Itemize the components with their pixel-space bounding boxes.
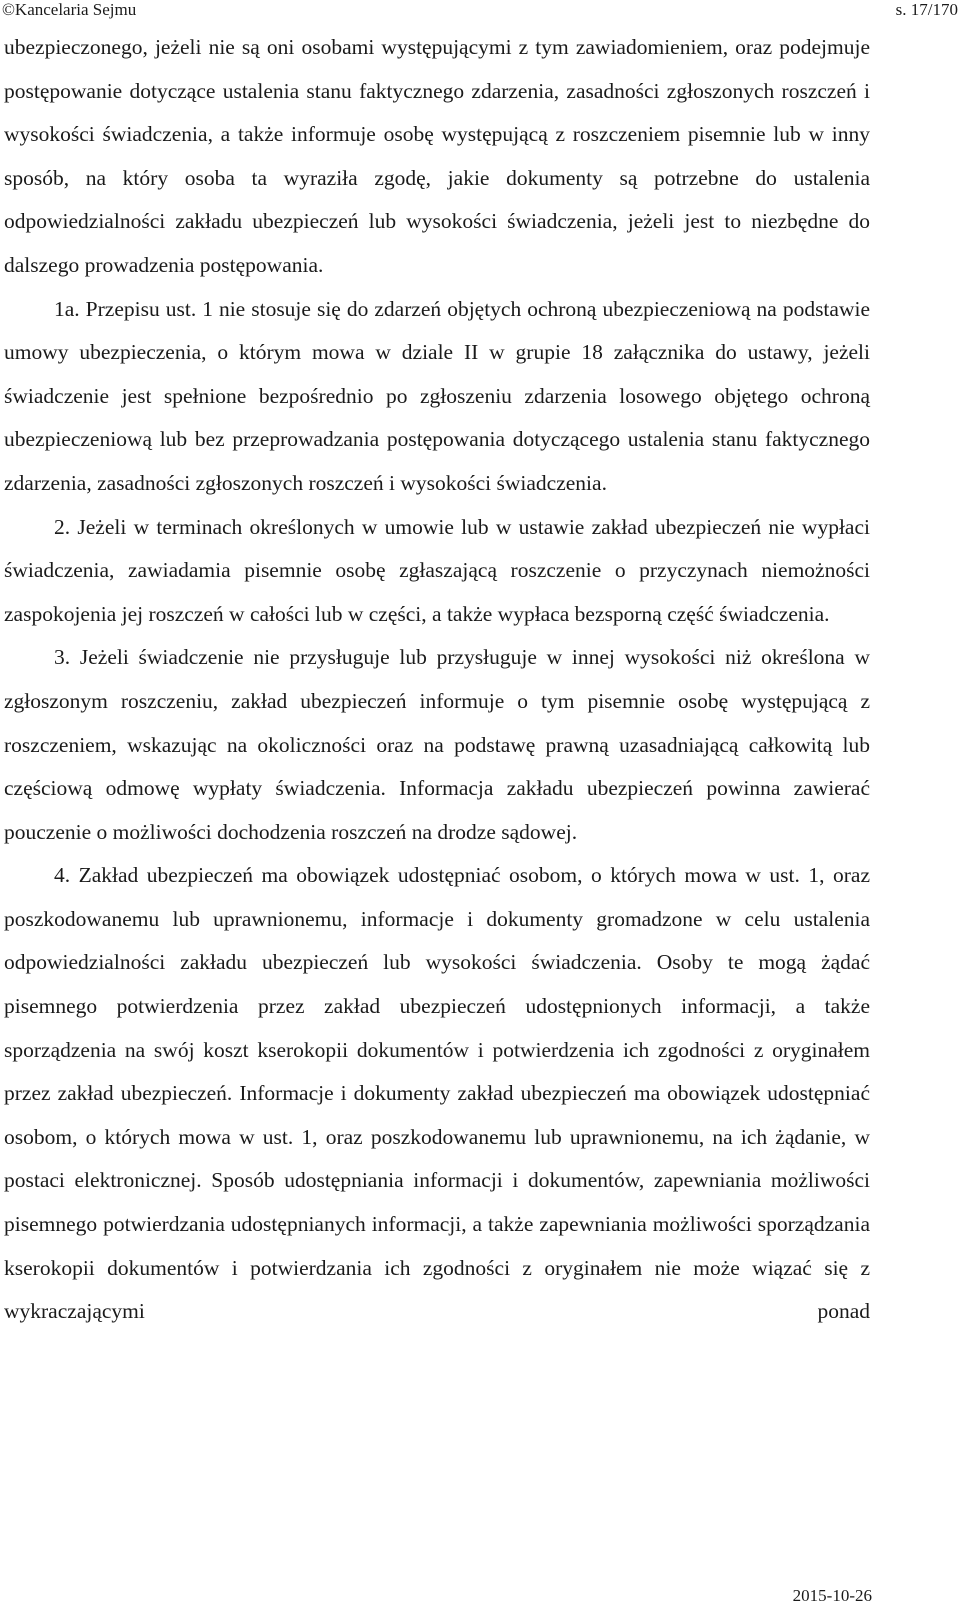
page-footer	[793, 1586, 872, 1606]
paragraph-1a: 1a. Przepisu ust. 1 nie stosuje się do zdarzeń objętych ochroną ubezpieczeniową na podstawie umowy ubezpieczenia, o którym mowa w dziale II w grupie 18 załącznika do ustawy, jeżeli świadczenie jest spełnione bezpośrednio po zgłoszeniu zdarzenia losowego objętego ochroną ubezpieczeniową lub bez przeprowadzania postępowania dotyczącego ustalenia stanu faktycznego zdarzenia, zasadności zgłoszonych roszczeń i wysokości świadczenia.	[4, 296, 870, 495]
page-number: s. 17/170	[895, 0, 958, 19]
page-header	[0, 0, 960, 22]
paragraph-2: 2. Jeżeli w terminach określonych w umowie lub w ustawie zakład ubezpieczeń nie wypłaci świadczenia, zawiadamia pisemnie osobę zgłaszającą roszczenie o przyczynach niemożności zaspokojenia jej roszczeń w całości lub w części, a także wypłaca bezsporną część świadczenia.	[4, 514, 870, 626]
paragraph-3: 3. Jeżeli świadczenie nie przysługuje lub przysługuje w innej wysokości niż określona w zgłoszonym roszczeniu, zakład ubezpieczeń informuje o tym pisemnie osobę występującą z roszczeniem, wskazując na okoliczności oraz na podstawę prawną uzasadniającą całkowitą lub częściową odmowę wypłaty świadczenia. Informacja zakładu ubezpieczeń powinna zawierać pouczenie o możliwości dochodzenia roszczeń na drodze sądowej.	[4, 645, 870, 844]
paragraph-continuation: ubezpieczonego, jeżeli nie są oni osobami występującymi z tym zawiadomieniem, oraz podejmuje postępowanie dotyczące ustalenia stanu faktycznego zdarzenia, zasadności zgłoszonych roszczeń i wysokości świadczenia, a także informuje osobę występującą z roszczeniem pisemnie lub w inny sposób, na który osoba ta wyraziła zgodę, jakie dokumenty są potrzebne do ustalenia odpowiedzialności zakładu ubezpieczeń lub wysokości świadczenia, jeżeli jest to niezbędne do dalszego prowadzenia postępowania.	[4, 35, 870, 277]
copyright-label: ©Kancelaria Sejmu	[2, 0, 137, 19]
document-date: 2015-10-26	[792, 1586, 872, 1605]
paragraph-4: 4. Zakład ubezpieczeń ma obowiązek udostępniać osobom, o których mowa w ust. 1, oraz poszkodowanemu lub uprawnionemu, informacje i dokumenty gromadzone w celu ustalenia odpowiedzialności zakładu ubezpieczeń lub wysokości świadczenia. Osoby te mogą żądać pisemnego potwierdzenia przez zakład ubezpieczeń udostępnionych informacji, a także sporządzenia na swój koszt kserokopii dokumentów i potwierdzenia ich zgodności z oryginałem przez zakład ubezpieczeń. Informacje i dokumenty zakład ubezpieczeń ma obowiązek udostępniać osobom, o których mowa w ust. 1, oraz poszkodowanemu lub uprawnionemu, na ich żądanie, w postaci elektronicznej. Sposób udostępniania informacji i dokumentów, zapewniania możliwości pisemnego potwierdzania udostępnianych informacji, a także zapewniania możliwości sporządzania kserokopii dokumentów i potwierdzania ich zgodności z oryginałem nie może wiązać się z wykraczającymi ponad	[4, 863, 870, 1324]
document-body	[4, 26, 870, 1334]
